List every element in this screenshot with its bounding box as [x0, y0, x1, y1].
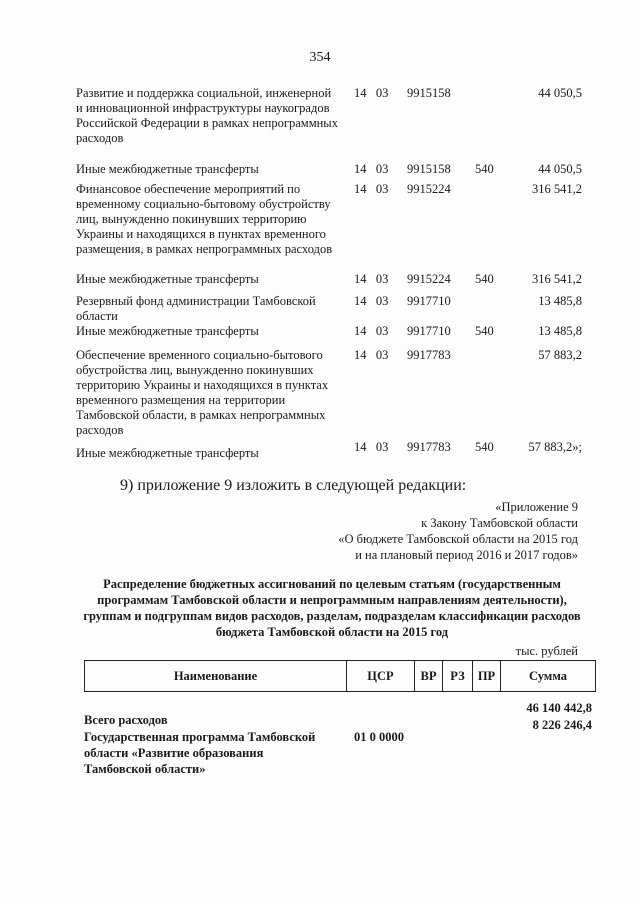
appendix-line-4: и на плановый период 2016 и 2017 годов»: [355, 548, 578, 562]
row-rz: 14: [354, 324, 367, 338]
row-pr: 03: [375, 86, 389, 100]
row-section: [354, 440, 388, 455]
header-csr: ЦСР: [347, 661, 415, 691]
table-heading: Распределение бюджетных ассигнований по целевым статьям (государственным программам Тамбовской области и непрограммным направлениям деятельности), группам и подгруппам видов расходов, разделам, подразделам классификации расходов бюджета Тамбовской области на 2015 год: [83, 577, 581, 639]
row-section: [354, 86, 388, 101]
row-pr: 03: [375, 162, 389, 176]
header-pr: ПР: [473, 661, 501, 691]
row-csr: 9917710: [407, 294, 451, 308]
program-csr: 01 0 0000: [354, 730, 404, 744]
row-sum: 44 050,5: [538, 162, 582, 176]
row-pr: 03: [375, 324, 389, 338]
row-vr: 540: [475, 440, 494, 454]
row-csr: 9917783: [407, 440, 451, 454]
row-csr: 9915224: [407, 272, 451, 286]
program-sum: 8 226 246,4: [532, 718, 592, 732]
row-sum: 44 050,5: [538, 86, 582, 100]
row-name: Финансовое обеспечение мероприятий по временному социально-бытовому обустройству лиц, вынужденно покинувших территорию Украины и находящихся в пунктах временного размещения, в рамках непрограммных расходов: [76, 182, 333, 256]
row-name: Иные межбюджетные трансферты: [76, 162, 259, 176]
appendix-line-3: «О бюджете Тамбовской области на 2015 год: [338, 532, 578, 546]
row-name: Резервный фонд администрации Тамбовской области: [76, 294, 316, 323]
total-name: Всего расходов: [84, 713, 168, 727]
item-9-instruction: 9) приложение 9 изложить в следующей редакции:: [120, 477, 467, 494]
header-name: Наименование: [85, 661, 347, 691]
row-rz: 14: [354, 86, 367, 100]
row-sum: 13 485,8: [538, 294, 582, 308]
row-name: Развитие и поддержка социальной, инженерной и инновационной инфраструктуры наукоградов Российской Федерации в рамках непрограммных расходов: [76, 86, 338, 145]
row-section: [354, 162, 388, 177]
row-rz: 14: [354, 182, 367, 196]
row-name: Иные межбюджетные трансферты: [76, 446, 259, 460]
row-section: [354, 272, 388, 287]
row-vr: 540: [475, 324, 494, 338]
program-name: Государственная программа Тамбовской области «Развитие образования Тамбовской области»: [84, 730, 316, 776]
row-rz: 14: [354, 162, 367, 176]
row-section: [354, 324, 388, 339]
row-section: [354, 348, 388, 363]
appendix-line-1: «Приложение 9: [495, 500, 578, 514]
row-sum: 57 883,2: [538, 348, 582, 362]
row-pr: 03: [375, 294, 389, 308]
row-pr: 03: [375, 440, 389, 454]
row-rz: 14: [354, 294, 367, 308]
table-header: [84, 660, 596, 692]
row-section: [354, 182, 388, 197]
header-rz: РЗ: [443, 661, 473, 691]
row-name: Иные межбюджетные трансферты: [76, 272, 259, 286]
row-csr: 9915224: [407, 182, 451, 196]
row-section: [354, 294, 388, 309]
row-rz: 14: [354, 272, 367, 286]
page-number: 354: [309, 50, 331, 65]
row-rz: 14: [354, 348, 367, 362]
row-vr: 540: [475, 272, 494, 286]
row-rz: 14: [354, 440, 367, 454]
appendix-line-2: к Закону Тамбовской области: [421, 516, 578, 530]
total-sum: 46 140 442,8: [526, 701, 592, 715]
row-sum: 57 883,2»;: [528, 440, 582, 454]
units-label: тыс. рублей: [515, 644, 578, 658]
header-sum: Сумма: [529, 668, 567, 683]
row-sum: 316 541,2: [532, 182, 582, 196]
row-name: Обеспечение временного социально-бытового обустройства лиц, вынужденно покинувших территорию Украины и находящихся в пунктах временного размещения на территории Тамбовской области, в рамках непрограммных расходов: [76, 348, 329, 437]
row-csr: 9915158: [407, 162, 451, 176]
row-pr: 03: [375, 348, 389, 362]
row-pr: 03: [375, 272, 389, 286]
header-vr: ВР: [415, 661, 443, 691]
appendix-caption: [338, 499, 578, 563]
row-sum: 316 541,2: [532, 272, 582, 286]
row-csr: 9917783: [407, 348, 451, 362]
row-csr: 9917710: [407, 324, 451, 338]
row-csr: 9915158: [407, 86, 451, 100]
row-name: Иные межбюджетные трансферты: [76, 324, 259, 338]
row-pr: 03: [375, 182, 389, 196]
row-vr: 540: [475, 162, 494, 176]
row-sum: 13 485,8: [538, 324, 582, 338]
